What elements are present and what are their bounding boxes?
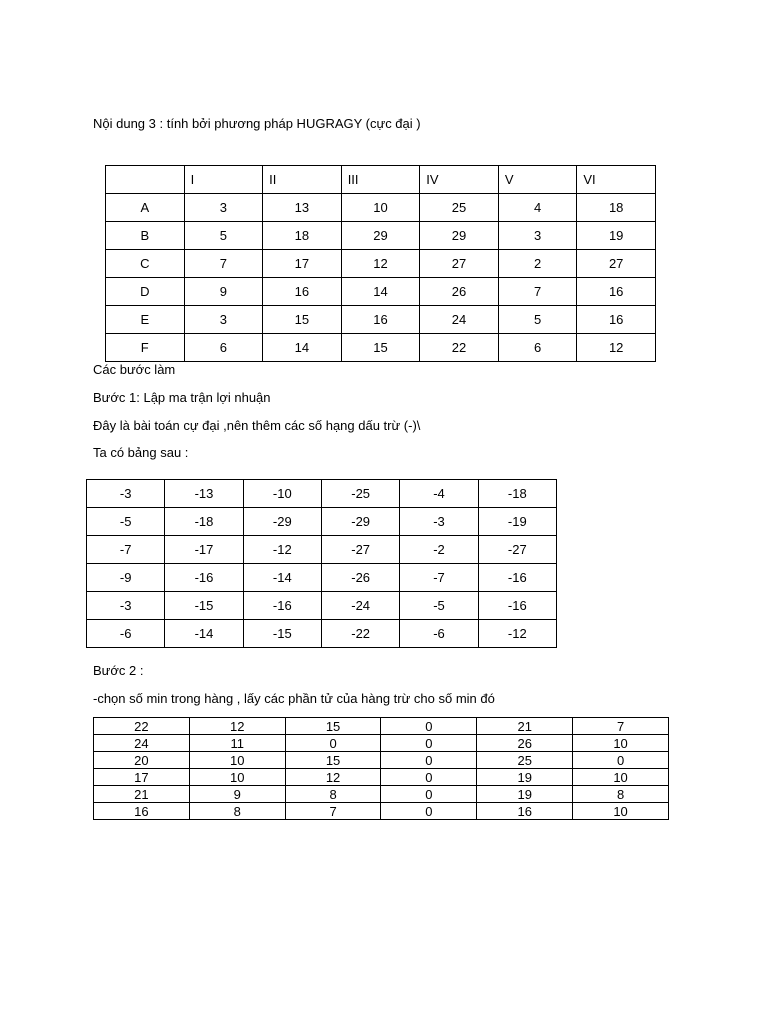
assignment-table [105, 165, 656, 362]
table-cell: 24 [420, 306, 499, 334]
table-header-cell: VI [577, 166, 656, 194]
table-cell: C [106, 250, 185, 278]
table-row [87, 564, 557, 592]
table-cell: -19 [478, 508, 556, 536]
table-cell: 17 [94, 769, 190, 786]
table-cell: -29 [243, 508, 321, 536]
table-cell: -16 [165, 564, 243, 592]
table-row [106, 194, 656, 222]
table-cell: 29 [420, 222, 499, 250]
table-cell: -6 [400, 620, 478, 648]
table-cell: D [106, 278, 185, 306]
table-cell: 3 [498, 222, 577, 250]
table-cell: -5 [400, 592, 478, 620]
step2-desc: -chọn số min trong hàng , lấy các phần tử của hàng trừ cho số min đó [93, 691, 495, 706]
table-row [106, 222, 656, 250]
table-cell: -3 [400, 508, 478, 536]
step2-title: Bước 2 : [93, 663, 144, 678]
table-cell: 15 [341, 334, 420, 362]
table-cell: -10 [243, 480, 321, 508]
table-cell: 0 [381, 769, 477, 786]
table-cell: 10 [573, 769, 669, 786]
table-cell: 9 [189, 786, 285, 803]
table-row [87, 480, 557, 508]
table-cell: 18 [577, 194, 656, 222]
table-cell: 25 [420, 194, 499, 222]
table-header-cell: IV [420, 166, 499, 194]
table-cell: 22 [94, 718, 190, 735]
table-cell: -15 [243, 620, 321, 648]
table-cell: -16 [243, 592, 321, 620]
table-cell: 15 [285, 718, 381, 735]
table-cell: 10 [573, 803, 669, 820]
table-cell: 0 [381, 786, 477, 803]
table-row [106, 278, 656, 306]
heading: Nội dung 3 : tính bởi phương pháp HUGRAGY (cực đại ) [93, 116, 421, 131]
step1-text: Bước 1: Lập ma trận lợi nhuận [93, 390, 271, 405]
table-cell: 21 [477, 718, 573, 735]
table-cell: 6 [498, 334, 577, 362]
table-cell: A [106, 194, 185, 222]
table-cell: -22 [321, 620, 399, 648]
table-cell: -27 [478, 536, 556, 564]
table-cell: 0 [381, 718, 477, 735]
table-cell: 5 [498, 306, 577, 334]
table-header-cell: V [498, 166, 577, 194]
table-cell: -14 [243, 564, 321, 592]
table-cell: -5 [87, 508, 165, 536]
table-cell: 7 [573, 718, 669, 735]
table-cell: 8 [189, 803, 285, 820]
table-cell: 26 [477, 735, 573, 752]
table-cell: -17 [165, 536, 243, 564]
table-cell: 14 [341, 278, 420, 306]
steps-title: Các bước làm [93, 362, 176, 377]
table-cell: -29 [321, 508, 399, 536]
table-cell: 27 [420, 250, 499, 278]
table-cell: 3 [184, 194, 263, 222]
table-row [106, 250, 656, 278]
table-cell: 10 [341, 194, 420, 222]
table-cell: 8 [285, 786, 381, 803]
table-cell: 10 [189, 769, 285, 786]
table-intro: Ta có bảng sau : [93, 445, 189, 460]
table-cell: 3 [184, 306, 263, 334]
table-cell: -2 [400, 536, 478, 564]
table-cell: 10 [573, 735, 669, 752]
table-cell: 15 [263, 306, 342, 334]
table-cell: 27 [577, 250, 656, 278]
table-cell: -27 [321, 536, 399, 564]
table-cell: 0 [381, 752, 477, 769]
table-row [94, 735, 669, 752]
table-row [94, 718, 669, 735]
table-cell: 22 [420, 334, 499, 362]
table-cell: -4 [400, 480, 478, 508]
table-cell: 25 [477, 752, 573, 769]
table-cell: -15 [165, 592, 243, 620]
table-row [87, 508, 557, 536]
table-cell: 0 [381, 735, 477, 752]
table-row [94, 752, 669, 769]
table-row [87, 592, 557, 620]
table-cell: -7 [400, 564, 478, 592]
table-cell: -9 [87, 564, 165, 592]
table-cell: 0 [381, 803, 477, 820]
table-row [94, 769, 669, 786]
table-cell: 4 [498, 194, 577, 222]
table-header-row [106, 166, 656, 194]
table-cell: 5 [184, 222, 263, 250]
table-cell: 11 [189, 735, 285, 752]
table-cell: 12 [285, 769, 381, 786]
table-cell: B [106, 222, 185, 250]
table-header-cell: I [184, 166, 263, 194]
table-cell: F [106, 334, 185, 362]
table-cell: -16 [478, 564, 556, 592]
table-cell: 12 [341, 250, 420, 278]
table-cell: -26 [321, 564, 399, 592]
table-cell: 15 [285, 752, 381, 769]
table-header-cell [106, 166, 185, 194]
table-cell: -24 [321, 592, 399, 620]
table-cell: 2 [498, 250, 577, 278]
table-cell: 0 [285, 735, 381, 752]
table-cell: -7 [87, 536, 165, 564]
table-cell: 21 [94, 786, 190, 803]
table-cell: 24 [94, 735, 190, 752]
table-header-cell: II [263, 166, 342, 194]
table-cell: -18 [165, 508, 243, 536]
table-cell: 26 [420, 278, 499, 306]
table-row [106, 306, 656, 334]
table-cell: 16 [477, 803, 573, 820]
table-cell: 20 [94, 752, 190, 769]
table-cell: 19 [577, 222, 656, 250]
table-cell: -25 [321, 480, 399, 508]
table-row [87, 536, 557, 564]
table-cell: 16 [263, 278, 342, 306]
table-cell: 12 [189, 718, 285, 735]
table-cell: 29 [341, 222, 420, 250]
table-cell: 13 [263, 194, 342, 222]
table-cell: 16 [94, 803, 190, 820]
reduced-table [93, 717, 669, 820]
table-cell: 9 [184, 278, 263, 306]
table-row [94, 786, 669, 803]
table-cell: 8 [573, 786, 669, 803]
table-cell: -16 [478, 592, 556, 620]
table-cell: 10 [189, 752, 285, 769]
negated-table [86, 479, 557, 648]
table-row [94, 803, 669, 820]
table-cell: 7 [285, 803, 381, 820]
table-cell: 7 [498, 278, 577, 306]
table-cell: 19 [477, 786, 573, 803]
table-row [87, 620, 557, 648]
table-cell: -12 [243, 536, 321, 564]
table-cell: 14 [263, 334, 342, 362]
table-cell: 16 [577, 278, 656, 306]
table-cell: -18 [478, 480, 556, 508]
table-cell: 18 [263, 222, 342, 250]
table-cell: 17 [263, 250, 342, 278]
table-cell: 6 [184, 334, 263, 362]
table-cell: 12 [577, 334, 656, 362]
table-header-cell: III [341, 166, 420, 194]
table-cell: -6 [87, 620, 165, 648]
table-cell: 7 [184, 250, 263, 278]
table-row [106, 334, 656, 362]
table-cell: E [106, 306, 185, 334]
table-cell: 0 [573, 752, 669, 769]
table-cell: -12 [478, 620, 556, 648]
table-cell: 16 [577, 306, 656, 334]
table-cell: 16 [341, 306, 420, 334]
table-cell: -14 [165, 620, 243, 648]
table-cell: -3 [87, 480, 165, 508]
note-text: Đây là bài toán cự đại ,nên thêm các số hạng dấu trừ (-)\ [93, 418, 421, 433]
table-cell: 19 [477, 769, 573, 786]
table-cell: -13 [165, 480, 243, 508]
table-cell: -3 [87, 592, 165, 620]
